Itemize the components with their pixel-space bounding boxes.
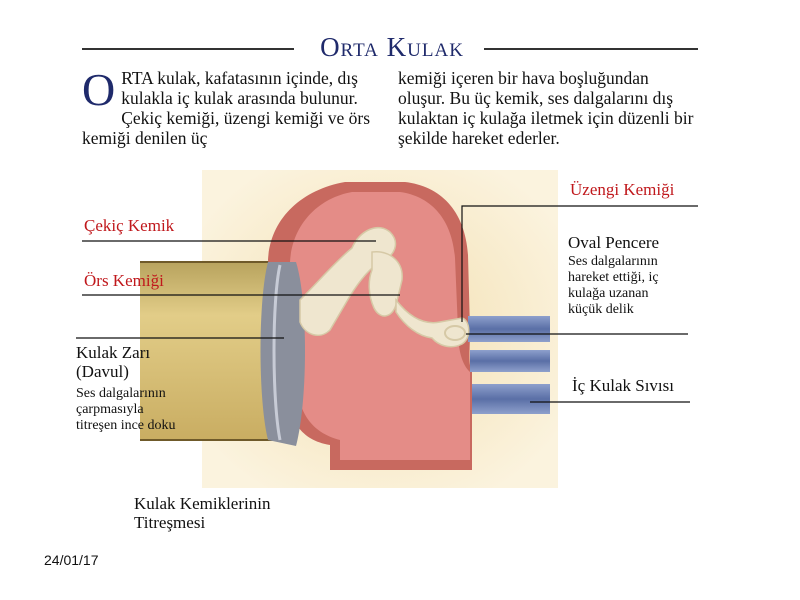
intro-left-text: RTA kulak, kafatasının içinde, dış kulakla iç kulak arasında bulunur. Çekiç kemiği, üzengi kemiği ve örs kemiği denilen üç (82, 68, 371, 148)
label-kulak-zari-desc-2: çarpmasıyla (76, 402, 144, 417)
label-ic-kulak: İç Kulak Sıvısı (572, 376, 674, 395)
label-oval-desc-4: küçük delik (568, 302, 634, 317)
label-ors: Örs Kemiği (84, 271, 164, 290)
label-uzengi: Üzengi Kemiği (570, 180, 675, 199)
label-oval-desc-1: Ses dalgalarının (568, 254, 658, 269)
eardrum (261, 262, 306, 446)
inner-ear-fluid-top (468, 316, 550, 342)
label-kulak-zari-title: Kulak Zarı (76, 343, 151, 362)
label-titresim-1: Kulak Kemiklerinin (134, 494, 271, 513)
page-title: Orta Kulak (320, 32, 464, 62)
inner-ear-fluid-bottom (472, 384, 550, 414)
label-kulak-zari-desc-1: Ses dalgalarının (76, 386, 166, 401)
label-oval-desc-3: kulağa uzanan (568, 286, 649, 301)
date-stamp: 24/01/17 (44, 552, 99, 568)
label-titresim-2: Titreşmesi (134, 513, 206, 532)
drop-cap: O (82, 64, 116, 115)
label-kulak-zari-subtitle: (Davul) (76, 362, 129, 381)
inner-ear-fluid-mid (470, 350, 550, 372)
label-kulak-zari-desc-3: titreşen ince doku (76, 418, 176, 433)
label-cekic: Çekiç Kemik (84, 216, 175, 235)
label-oval-desc-2: hareket ettiği, iç (568, 270, 659, 285)
intro-right-column: kemiği içeren bir hava boşluğundan oluşur. Bu üç kemik, ses dalgalarını dış kulaktan iç kulağa iletmek için düzenli bir şekilde hareket ederler. (398, 68, 694, 148)
label-oval-title: Oval Pencere (568, 233, 660, 252)
